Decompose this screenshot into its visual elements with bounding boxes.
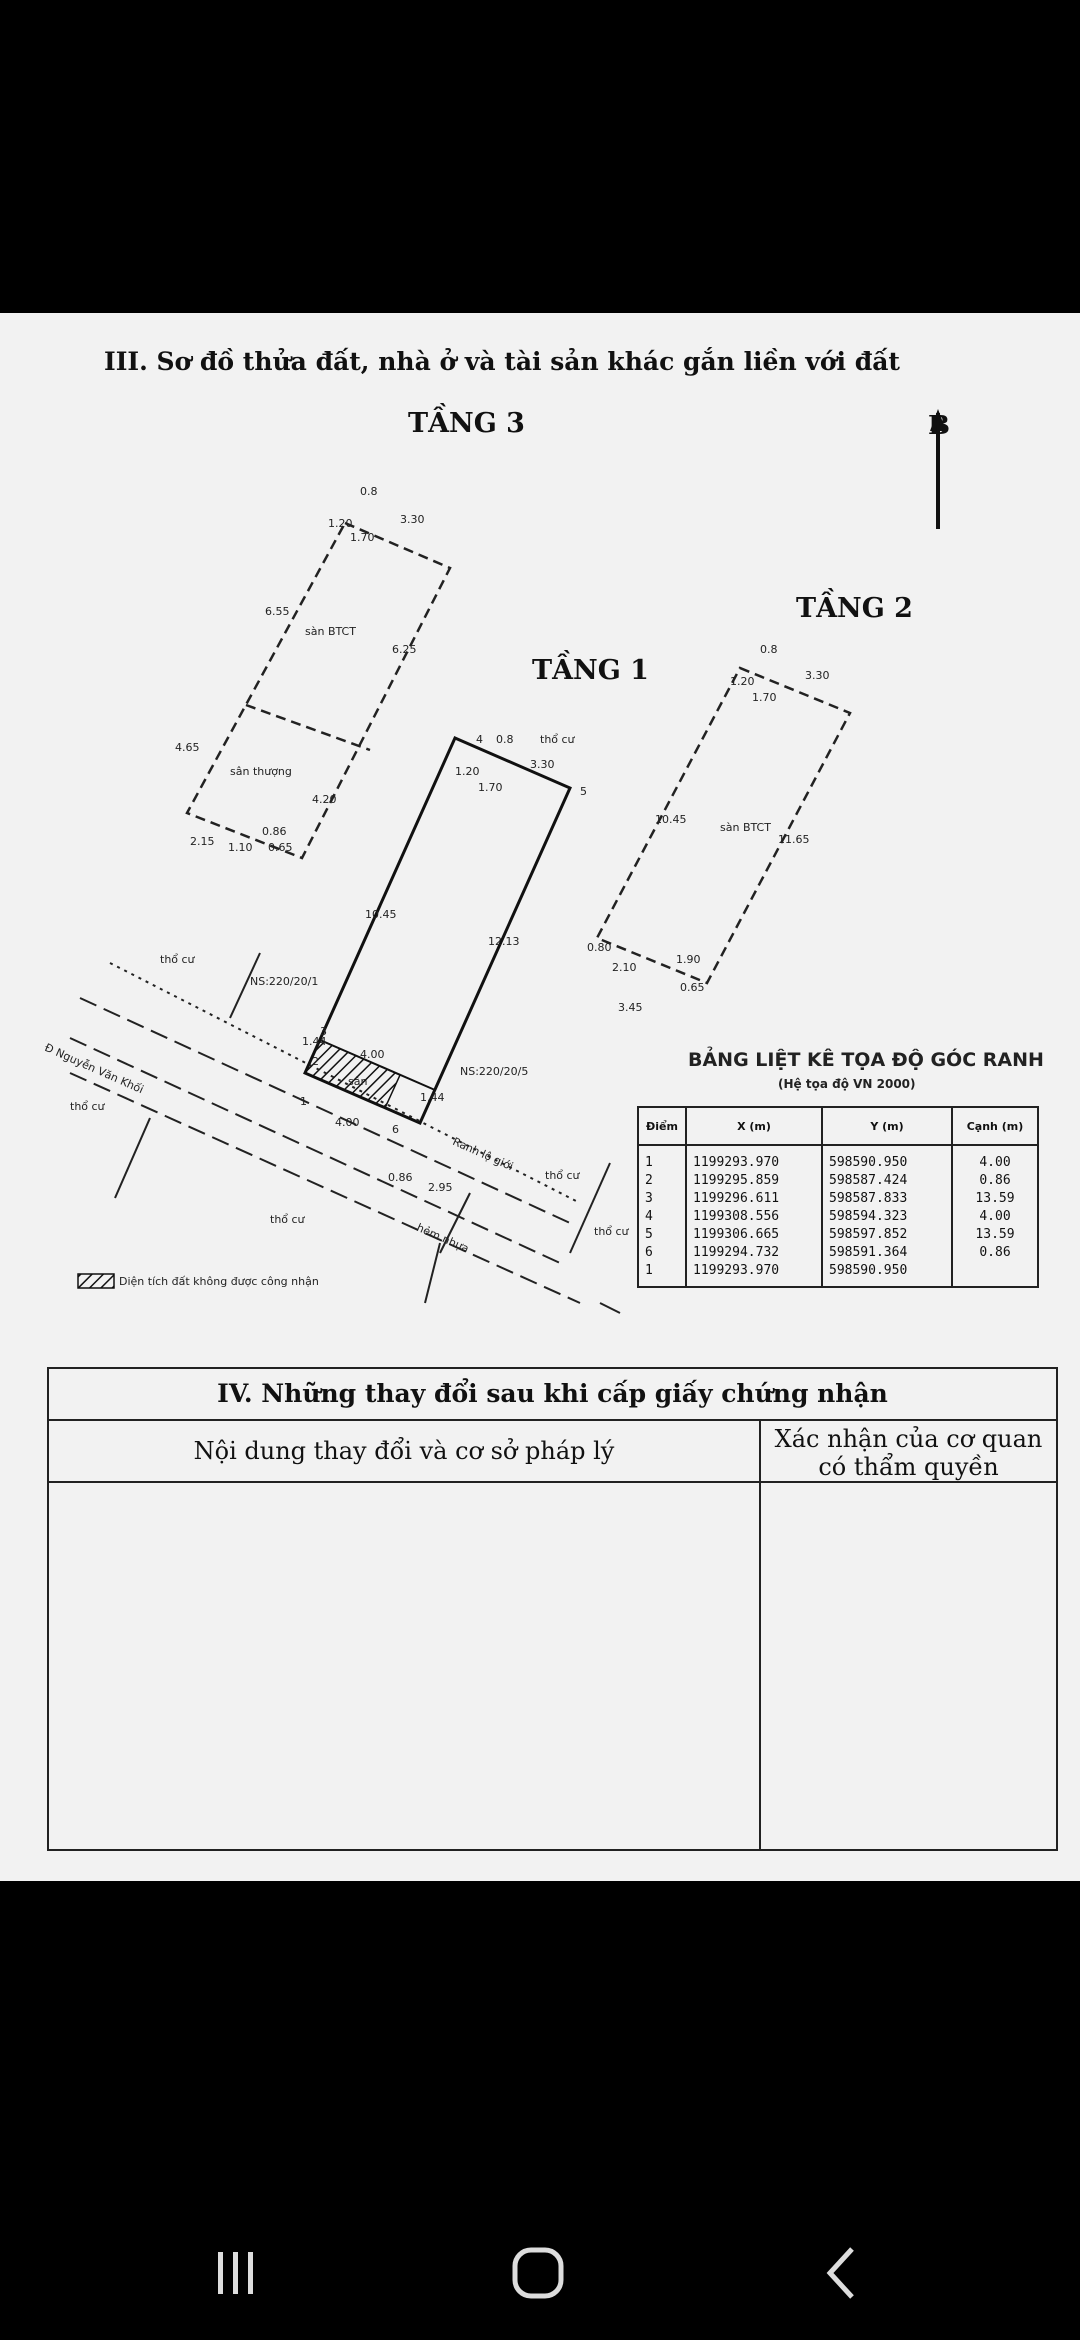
coord-cell: 0.86 (952, 1244, 1038, 1262)
document-page (0, 313, 1080, 1881)
dim-label: 10.45 (655, 813, 687, 826)
coord-cell: 3 (638, 1190, 686, 1208)
coord-cell: 598594.323 (822, 1208, 952, 1226)
dim-label: 0.65 (680, 981, 705, 994)
dim-label: 2.10 (612, 961, 637, 974)
coord-cell: 1199293.970 (686, 1262, 822, 1287)
section4-col2-line2: có thẩm quyền (818, 1453, 999, 1481)
tho-cu-label: thổ cư (270, 1213, 305, 1226)
dim-label: 3.45 (618, 1001, 643, 1014)
ns-right-label: NS:220/20/5 (460, 1065, 529, 1078)
boundary-label: Ranh lộ giới (450, 1135, 516, 1174)
dim-label: 0.86 (262, 825, 287, 838)
coord-cell: 598590.950 (822, 1145, 952, 1172)
dim-label: 2.15 (190, 835, 215, 848)
coord-cell: 1199294.732 (686, 1244, 822, 1262)
tho-cu-label: thổ cư (160, 953, 195, 966)
coord-cell: 1 (638, 1145, 686, 1172)
dim-label: 1.44 (420, 1091, 445, 1104)
road-lines (70, 953, 620, 1313)
ns-left-label: NS:220/20/1 (250, 975, 319, 988)
point-label: 2 (312, 1055, 319, 1068)
coord-table-subtitle: (Hệ tọa độ VN 2000) (778, 1077, 916, 1091)
coord-cell: 2 (638, 1172, 686, 1190)
floor3-room2: sân thượng (230, 765, 292, 778)
dim-label: 10.45 (365, 908, 397, 921)
dim-label: 4.65 (175, 741, 200, 754)
dim-label: 1.20 (730, 675, 755, 688)
section4-table (47, 1367, 1058, 1851)
table-row (638, 1244, 1038, 1262)
dim-label: 1.70 (752, 691, 777, 704)
dim-label: 0.65 (268, 841, 293, 854)
dim-label: 0.8 (760, 643, 778, 656)
road-label: Đ Nguyễn Văn Khối (42, 1041, 146, 1097)
section3-title: III. Sơ đồ thửa đất, nhà ở và tài sản khác gắn liền với đất (104, 347, 900, 376)
floor2-room1: sàn BTCT (720, 821, 771, 834)
dim-label: 3.30 (530, 758, 555, 771)
alley-label: hẻm nhựa (414, 1221, 471, 1256)
coord-cell: 1199306.665 (686, 1226, 822, 1244)
table-row (638, 1145, 1038, 1172)
dim-label: 11.65 (778, 833, 810, 846)
tho-cu-label: thổ cư (545, 1169, 580, 1182)
section4-content-cell (49, 1483, 761, 1849)
dim-label: 1.90 (676, 953, 701, 966)
tho-cu-label: thổ cư (540, 733, 575, 746)
floor1-title: TẦNG 1 (532, 655, 649, 686)
coord-cell: 6 (638, 1244, 686, 1262)
coord-header: Y (m) (822, 1107, 952, 1145)
point-label: 6 (392, 1123, 399, 1136)
coord-cell: 5 (638, 1226, 686, 1244)
coord-cell: 598587.833 (822, 1190, 952, 1208)
home-icon (510, 2245, 566, 2301)
dim-label: 1.20 (455, 765, 480, 778)
home-button[interactable] (503, 2238, 573, 2308)
unrecognized-area-hatch (305, 1040, 400, 1108)
point-label: 5 (580, 785, 587, 798)
table-row (638, 1208, 1038, 1226)
coord-cell: 4.00 (952, 1208, 1038, 1226)
table-row (638, 1262, 1038, 1287)
section4-col2-line1: Xác nhận của cơ quan (774, 1425, 1043, 1453)
north-label: B (928, 411, 950, 441)
coord-header: Điểm (638, 1107, 686, 1145)
dim-label: 0.8 (496, 733, 514, 746)
dim-label: 6.55 (265, 605, 290, 618)
tho-cu-label: thổ cư (594, 1225, 629, 1238)
dim-label: 2.95 (428, 1181, 453, 1194)
table-row (638, 1190, 1038, 1208)
section4-col1-header: Nội dung thay đổi và cơ sở pháp lý (49, 1421, 761, 1481)
dim-label: 6.25 (392, 643, 417, 656)
coord-cell: 13.59 (952, 1226, 1038, 1244)
coord-cell: 598590.950 (822, 1262, 952, 1287)
back-button[interactable] (806, 2238, 876, 2308)
floor1-room1: sân (348, 1075, 368, 1088)
coord-table (637, 1106, 1039, 1288)
coord-cell: 598587.424 (822, 1172, 952, 1190)
coord-cell: 1 (638, 1262, 686, 1287)
dim-label: 0.80 (587, 941, 612, 954)
coord-cell (952, 1262, 1038, 1287)
dim-label: 4.00 (360, 1048, 385, 1061)
navigation-bar (0, 2200, 1080, 2340)
coord-cell: 598597.852 (822, 1226, 952, 1244)
coord-cell: 1199295.859 (686, 1172, 822, 1190)
coord-cell: 1199296.611 (686, 1190, 822, 1208)
coord-cell: 1199308.556 (686, 1208, 822, 1226)
dim-label: 0.86 (388, 1171, 413, 1184)
dim-label: 1.70 (350, 531, 375, 544)
dim-label: 3.30 (805, 669, 830, 682)
coord-cell: 0.86 (952, 1172, 1038, 1190)
dim-label: 0.8 (360, 485, 378, 498)
point-label: 1 (300, 1095, 307, 1108)
tho-cu-label: thổ cư (70, 1100, 105, 1113)
dim-label: 1.44 (302, 1035, 327, 1048)
section4-col2-header (761, 1421, 1056, 1481)
table-row (638, 1226, 1038, 1244)
recents-icon (211, 2248, 261, 2298)
legend-hatch-box (78, 1274, 114, 1288)
coord-cell: 4 (638, 1208, 686, 1226)
point-label: 4 (476, 733, 483, 746)
coord-cell: 13.59 (952, 1190, 1038, 1208)
back-icon (816, 2245, 866, 2301)
dim-label: 3.30 (400, 513, 425, 526)
dim-label: 12.13 (488, 935, 520, 948)
dim-label: 1.70 (478, 781, 503, 794)
recents-button[interactable] (201, 2238, 271, 2308)
floor3-outline (187, 523, 450, 858)
dim-label: 1.10 (228, 841, 253, 854)
point-label: 3 (320, 1025, 327, 1038)
coord-header: Cạnh (m) (952, 1107, 1038, 1145)
section4-title: IV. Những thay đổi sau khi cấp giấy chứng nhận (49, 1369, 1056, 1421)
dim-label: 4.20 (312, 793, 337, 806)
coord-cell: 4.00 (952, 1145, 1038, 1172)
table-row (638, 1172, 1038, 1190)
legend-text: Diện tích đất không được công nhận (119, 1275, 319, 1288)
floor3-room1: sàn BTCT (305, 625, 356, 638)
floor3-title: TẦNG 3 (408, 408, 525, 439)
coord-header: X (m) (686, 1107, 822, 1145)
floor2-title: TẦNG 2 (796, 593, 913, 624)
dim-label: 4.00 (335, 1116, 360, 1129)
coord-cell: 1199293.970 (686, 1145, 822, 1172)
section4-confirmation-cell (761, 1483, 1056, 1849)
coord-table-title: BẢNG LIỆT KÊ TỌA ĐỘ GÓC RANH (688, 1049, 1044, 1071)
dim-label: 1.20 (328, 517, 353, 530)
coord-cell: 598591.364 (822, 1244, 952, 1262)
